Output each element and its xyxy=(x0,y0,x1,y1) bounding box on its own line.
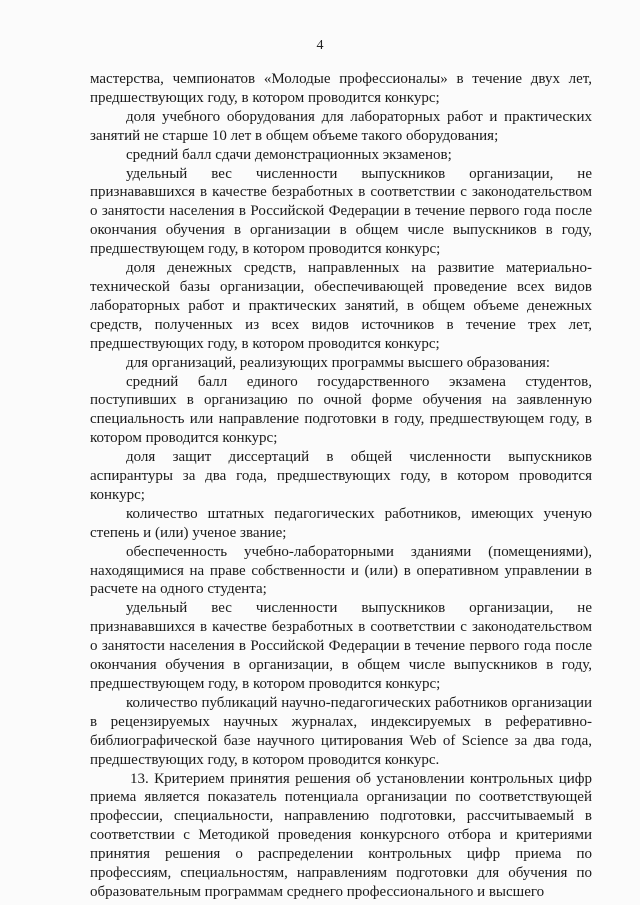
document-body xyxy=(90,70,592,902)
paragraph: мастерства, чемпионатов «Молодые профессионалы» в течение двух лет, предшествующих году, в котором проводится конкурс; xyxy=(90,71,592,106)
paragraph: количество штатных педагогических работников, имеющих ученую степень и (или) ученое звание; xyxy=(90,505,592,541)
paragraph: средний балл сдачи демонстрационных экзаменов; xyxy=(126,146,452,163)
paragraph: удельный вес численности выпускников организации, не признававшихся в качестве безработных в соответствии с законодательством о занятости населения в Российской Федерации в течение первого года после окончания обучения в организации, в общем числе выпускников в году, предшествующем году, в котором проводится конкурс; xyxy=(90,600,592,692)
page-number: 4 xyxy=(316,38,324,53)
paragraph: для организаций, реализующих программы высшего образования: xyxy=(126,354,551,371)
paragraph: средний балл единого государственного экзамена студентов, поступивших в организацию по очной форме обучения на заявленную специальность или направление подготовки в году, предшествующем году, в котором проводится конкурс; xyxy=(90,373,592,447)
paragraph: удельный вес численности выпускников организации, не признававшихся в качестве безработных в соответствии с законодательством о занятости населения в Российской Федерации в течение первого года после окончания обучения в организации в общем числе выпускников в году, предшествующем году, в котором проводится конкурс; xyxy=(90,165,592,258)
paragraph: обеспеченность учебно-лабораторными зданиями (помещениями), находящимися на праве собственности и (или) в оперативном управлении в расчете на одного студента; xyxy=(90,543,592,598)
paragraph: количество публикаций научно-педагогических работников организации в рецензируемых научных журналах, индексируемых в реферативно-библиографической базе научного цитирования Web of Science за два года, предшествующих году, в котором проводится конкурс. xyxy=(90,694,592,768)
paragraph: доля учебного оборудования для лабораторных работ и практических занятий не старше 10 лет в общем объеме такого оборудования; xyxy=(90,108,592,144)
paragraph: доля денежных средств, направленных на развитие материально-технической базы организации, обеспечивающей проведение всех видов лабораторных работ и практических занятий, в общем объеме денежных средств, полученных из всех видов источников в течение трех лет, предшествующих году, в котором проводится конкурс; xyxy=(90,260,592,352)
paragraph: доля защит диссертаций в общей численности выпускников аспирантуры за два года, предшествующих году, в котором проводится конкурс; xyxy=(90,449,592,503)
paragraph-section-13: 13. Критерием принятия решения об установлении контрольных цифр приема является показатель потенциала организации по соответствующей профессии, специальности, направлению подготовки, рассчитываемый в соответствии с Методикой проведения конкурсного отбора и критериями принятия решения о распределении контрольных цифр приема по профессиям, специальностям, направлениям подготовки для обучения по образовательным программам среднего профессионального и высшего xyxy=(90,770,592,900)
